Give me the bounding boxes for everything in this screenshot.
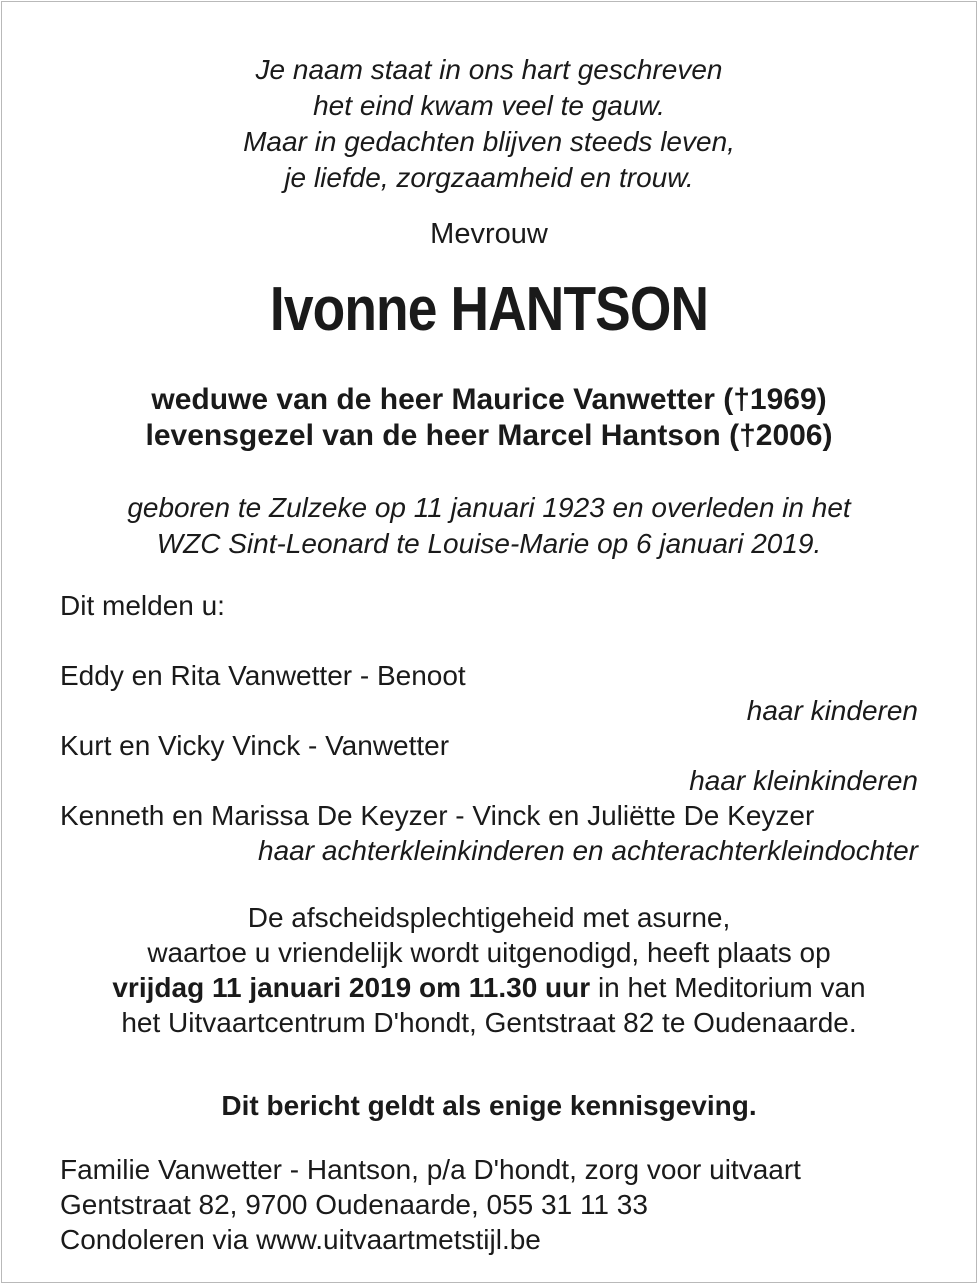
contact-line: Condoleren via www.uitvaartmetstijl.be <box>60 1224 541 1255</box>
ceremony-location-start: in het Meditorium van <box>590 972 866 1003</box>
deceased-name: Ivonne HANTSON <box>269 275 709 344</box>
poem-line: je liefde, zorgzaamheid en trouw. <box>284 162 694 193</box>
contact-info <box>60 1152 918 1257</box>
contact-line: Gentstraat 82, 9700 Oudenaarde, 055 31 11 33 <box>60 1189 648 1220</box>
relations <box>60 382 918 454</box>
family-person: Kenneth en Marissa De Keyzer - Vinck en Juliëtte De Keyzer <box>60 800 815 831</box>
contact-line: Familie Vanwetter - Hantson, p/a D'hondt, zorg voor uitvaart <box>60 1154 801 1185</box>
family-list <box>60 658 918 868</box>
ceremony-line: De afscheidsplechtigeheid met asurne, <box>247 902 731 933</box>
relation-line: weduwe van de heer Maurice Vanwetter (†1969) <box>151 383 827 416</box>
family-role: haar kinderen <box>746 695 918 726</box>
ceremony-line <box>60 970 918 1005</box>
obituary-content <box>60 52 918 1257</box>
announce-heading: Dit melden u: <box>60 590 225 621</box>
family-person: Eddy en Rita Vanwetter - Benoot <box>60 660 466 691</box>
ceremony-date: vrijdag 11 januari 2019 om 11.30 uur <box>112 972 591 1003</box>
official-notice: Dit bericht geldt als enige kennisgeving. <box>221 1090 757 1121</box>
birth-line: WZC Sint-Leonard te Louise-Marie op 6 januari 2019. <box>156 528 822 559</box>
ceremony-line: het Uitvaartcentrum D'hondt, Gentstraat 82 te Oudenaarde. <box>121 1007 857 1038</box>
birth-death-info <box>60 490 918 562</box>
ceremony-info <box>60 900 918 1040</box>
poem-line: Je naam staat in ons hart geschreven <box>255 54 723 85</box>
birth-line: geboren te Zulzeke op 11 januari 1923 en overleden in het <box>127 492 851 523</box>
poem-line: Maar in gedachten blijven steeds leven, <box>243 126 735 157</box>
poem-line: het eind kwam veel te gauw. <box>313 90 665 121</box>
family-role: haar achterkleinkinderen en achterachterkleindochter <box>258 835 918 866</box>
family-person: Kurt en Vicky Vinck - Vanwetter <box>60 730 450 761</box>
title-prefix: Mevrouw <box>430 218 548 250</box>
family-role: haar kleinkinderen <box>689 765 918 796</box>
relation-line: levensgezel van de heer Marcel Hantson (†2006) <box>145 419 833 452</box>
ceremony-line: waartoe u vriendelijk wordt uitgenodigd, heeft plaats op <box>147 937 831 968</box>
memorial-poem <box>60 52 918 196</box>
